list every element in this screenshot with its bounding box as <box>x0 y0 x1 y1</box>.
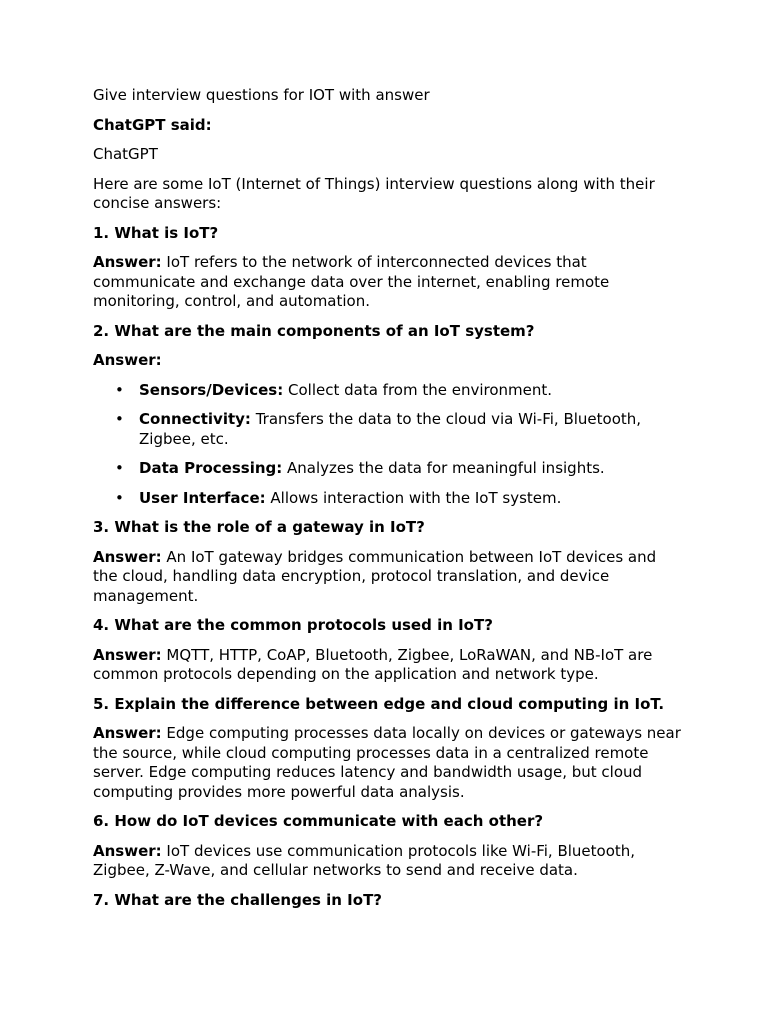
answer-5 <box>93 724 683 802</box>
answer-2-label: Answer: <box>93 351 162 369</box>
question-2: 2. What are the main components of an IoT system? <box>93 321 535 340</box>
answer-text: MQTT, HTTP, CoAP, Bluetooth, Zigbee, LoRaWAN, and NB-IoT are common protocols depending on the application and network type. <box>93 645 653 683</box>
answer-3 <box>93 548 683 607</box>
answer-text: IoT devices use communication protocols like Wi-Fi, Bluetooth, Zigbee, Z-Wave, and cellular networks to send and receive data. <box>93 841 636 879</box>
answer-label: Answer: <box>93 645 162 664</box>
list-item-term: User Interface: <box>139 488 266 507</box>
question-5: 5. Explain the difference between edge and cloud computing in IoT. <box>93 694 665 713</box>
list-item-text: Analyzes the data for meaningful insights. <box>282 459 605 477</box>
question-4: 4. What are the common protocols used in IoT? <box>93 616 493 634</box>
answer-1 <box>93 253 683 312</box>
bullet-icon: • <box>115 380 124 399</box>
question-1: 1. What is IoT? <box>93 223 219 242</box>
answer-label: Answer: <box>93 547 162 566</box>
answer-text: An IoT gateway bridges communication between IoT devices and the cloud, handling data encryption, protocol translation, and device management. <box>93 547 657 605</box>
list-item <box>93 459 683 479</box>
answer-6 <box>93 842 683 881</box>
list-item <box>93 381 683 401</box>
list-item-text: Transfers the data to the cloud via Wi-Fi, Bluetooth, Zigbee, etc. <box>139 410 642 448</box>
components-list <box>93 381 683 509</box>
intro-paragraph: Here are some IoT (Internet of Things) interview questions along with their concise answers: <box>93 174 655 212</box>
answer-label: Answer: <box>93 253 162 271</box>
assistant-name: ChatGPT <box>93 145 158 163</box>
question-3: 3. What is the role of a gateway in IoT? <box>93 518 425 536</box>
answer-text: IoT refers to the network of interconnected devices that communicate and exchange data over the internet, enabling remote monitoring, control, and automation. <box>93 253 610 310</box>
list-item <box>93 489 683 509</box>
bullet-icon: • <box>115 488 124 507</box>
document-body <box>93 86 683 920</box>
bullet-icon: • <box>115 459 124 477</box>
user-prompt: Give interview questions for IOT with answer <box>93 86 430 104</box>
list-item-term: Data Processing: <box>139 459 283 477</box>
list-item-text: Allows interaction with the IoT system. <box>265 488 562 507</box>
answer-label: Answer: <box>93 724 162 742</box>
question-7: 7. What are the challenges in IoT? <box>93 890 383 909</box>
list-item-text: Collect data from the environment. <box>283 380 553 399</box>
answer-text: Edge computing processes data locally on devices or gateways near the source, while cloud computing processes data in a centralized remote server. Edge computing reduces latency and bandwidth usage, but cloud computing provides more powerful data analysis. <box>93 724 681 801</box>
list-item <box>93 410 683 449</box>
bullet-icon: • <box>115 410 124 428</box>
answer-4 <box>93 646 683 685</box>
answer-label: Answer: <box>93 841 162 860</box>
speaker-label: ChatGPT said: <box>93 115 212 134</box>
question-6: 6. How do IoT devices communicate with each other? <box>93 812 544 830</box>
list-item-term: Sensors/Devices: <box>139 380 284 399</box>
list-item-term: Connectivity: <box>139 410 251 428</box>
